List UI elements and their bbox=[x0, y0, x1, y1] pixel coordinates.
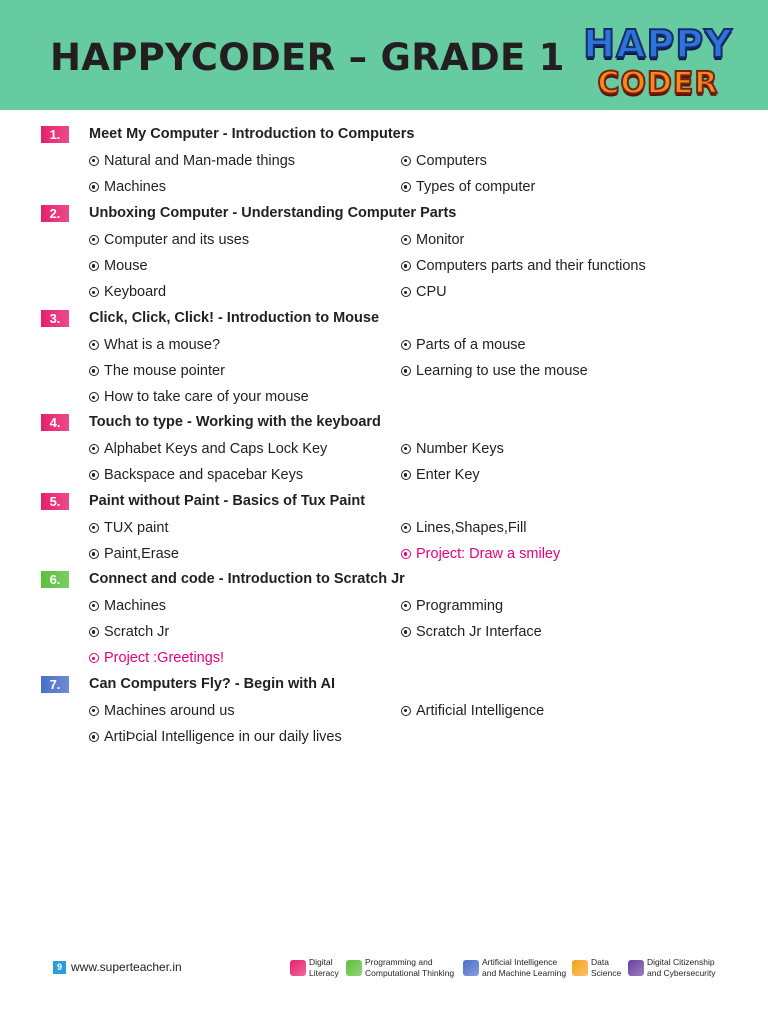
footer-url: www.superteacher.in bbox=[71, 960, 182, 974]
topic-text: Keyboard bbox=[104, 284, 167, 301]
section-title: Click, Click, Click! - Introduction to Mouse bbox=[89, 310, 380, 326]
section-title: Unboxing Computer - Understanding Computer Parts bbox=[89, 205, 457, 221]
topic-text: Programming bbox=[416, 598, 504, 614]
section-number-badge: 2. bbox=[41, 205, 69, 222]
legend-label: Programming and Computational Thinking bbox=[365, 957, 455, 978]
bullet-icon bbox=[89, 470, 99, 480]
topic-item bbox=[401, 597, 503, 615]
section-number-badge: 3. bbox=[41, 310, 69, 327]
section-number-badge: 5. bbox=[41, 493, 69, 510]
topic-item bbox=[89, 231, 249, 249]
bullet-icon bbox=[89, 287, 99, 297]
section-title: Connect and code - Introduction to Scratch Jr bbox=[89, 571, 405, 587]
bullet-icon bbox=[89, 261, 99, 271]
topic-item bbox=[89, 388, 309, 406]
topic-item bbox=[89, 440, 327, 458]
topic-row bbox=[0, 519, 768, 539]
topic-text: What is a mouse? bbox=[104, 337, 221, 353]
logo-line-1: HAPPY bbox=[583, 22, 733, 66]
topic-text: Machines bbox=[104, 598, 167, 614]
topic-item bbox=[89, 152, 295, 170]
topic-item bbox=[89, 597, 166, 615]
page-number: 9 bbox=[53, 961, 66, 974]
legend-label: Digital Literacy bbox=[309, 957, 339, 978]
topic-text: Computers parts and their functions bbox=[416, 258, 646, 275]
topic-item bbox=[89, 623, 169, 641]
section-number-badge: 4. bbox=[41, 414, 69, 431]
bullet-icon bbox=[89, 235, 99, 245]
topic-item bbox=[401, 152, 487, 170]
legend-label: Data Science bbox=[591, 957, 622, 978]
topic-text: Alphabet Keys and Caps Lock Key bbox=[104, 441, 328, 457]
topic-text: Natural and Man-made things bbox=[104, 153, 296, 169]
topic-row bbox=[0, 702, 768, 722]
section-title: Touch to type - Working with the keyboard bbox=[89, 414, 381, 430]
section-title: Meet My Computer - Introduction to Computers bbox=[89, 126, 415, 142]
topic-text: Paint,Erase bbox=[104, 546, 179, 563]
topic-item bbox=[401, 440, 504, 458]
topic-row bbox=[0, 545, 768, 565]
topic-item bbox=[401, 623, 542, 641]
topic-text: Lines,Shapes,Fill bbox=[416, 520, 527, 536]
topic-item bbox=[401, 519, 526, 537]
topic-item bbox=[401, 231, 464, 249]
bullet-icon bbox=[401, 156, 411, 166]
topic-row bbox=[0, 178, 768, 198]
topic-item bbox=[401, 466, 480, 484]
bullet-icon bbox=[401, 549, 411, 559]
topic-row bbox=[0, 466, 768, 486]
bullet-icon bbox=[89, 340, 99, 350]
bullet-icon bbox=[89, 549, 99, 559]
topic-text: Computers bbox=[416, 153, 487, 169]
bullet-icon bbox=[401, 340, 411, 350]
topic-text: Monitor bbox=[416, 232, 465, 248]
bullet-icon bbox=[401, 261, 411, 271]
legend-swatch bbox=[290, 960, 306, 976]
topic-row bbox=[0, 728, 768, 748]
topic-row bbox=[0, 649, 768, 669]
topic-text: Project: Draw a smiley bbox=[416, 546, 561, 563]
bullet-icon bbox=[401, 182, 411, 192]
topic-text: Scratch Jr bbox=[104, 624, 170, 641]
topic-item bbox=[401, 702, 544, 720]
topic-text: CPU bbox=[416, 284, 447, 301]
topic-text: Computer and its uses bbox=[104, 232, 250, 248]
bullet-icon bbox=[89, 366, 99, 376]
topic-text: Artificial Intelligence bbox=[416, 703, 545, 719]
topic-row bbox=[0, 336, 768, 356]
bullet-icon bbox=[401, 366, 411, 376]
legend-label: Artificial Intelligence and Machine Learning bbox=[482, 957, 567, 978]
bullet-icon bbox=[401, 627, 411, 637]
bullet-icon bbox=[401, 601, 411, 611]
topic-item bbox=[401, 336, 526, 354]
bullet-icon bbox=[89, 392, 99, 402]
topic-item bbox=[89, 283, 166, 301]
bullet-icon bbox=[401, 706, 411, 716]
topic-text: Project :Greetings! bbox=[104, 650, 225, 667]
section-number-badge: 6. bbox=[41, 571, 69, 588]
topic-row bbox=[0, 597, 768, 617]
topic-text: Types of computer bbox=[416, 179, 536, 196]
topic-row bbox=[0, 362, 768, 382]
topic-text: The mouse pointer bbox=[104, 363, 225, 380]
section-title: Can Computers Fly? - Begin with AI bbox=[89, 676, 335, 692]
topic-item bbox=[401, 362, 588, 380]
topic-text: Learning to use the mouse bbox=[416, 363, 588, 380]
bullet-icon bbox=[89, 601, 99, 611]
topic-text: TUX paint bbox=[104, 520, 169, 536]
bullet-icon bbox=[89, 732, 99, 742]
topic-text: Parts of a mouse bbox=[416, 337, 526, 353]
bullet-icon bbox=[401, 470, 411, 480]
topic-item bbox=[401, 178, 535, 196]
page-header bbox=[0, 0, 768, 110]
logo-line-2: CODER bbox=[597, 66, 719, 101]
topic-item bbox=[89, 728, 342, 746]
topic-item bbox=[89, 336, 220, 354]
legend-swatch bbox=[346, 960, 362, 976]
bullet-icon bbox=[401, 523, 411, 533]
happycoder-logo bbox=[583, 22, 733, 104]
topic-item bbox=[89, 545, 179, 563]
bullet-icon bbox=[89, 627, 99, 637]
legend-swatch bbox=[628, 960, 644, 976]
topic-row bbox=[0, 388, 768, 408]
bullet-icon bbox=[89, 156, 99, 166]
topic-text: ArtiÞcial Intelligence in our daily lives bbox=[104, 729, 342, 746]
topic-text: Backspace and spacebar Keys bbox=[104, 467, 304, 484]
legend-label: Digital Citizenship and Cybersecurity bbox=[647, 957, 716, 978]
topic-item bbox=[401, 257, 646, 275]
topic-item bbox=[89, 702, 235, 720]
topic-text: Machines bbox=[104, 179, 167, 196]
legend-swatch bbox=[463, 960, 479, 976]
project-item bbox=[89, 649, 224, 667]
section-number-badge: 1. bbox=[41, 126, 69, 143]
topic-item bbox=[89, 519, 168, 537]
topic-text: Scratch Jr Interface bbox=[416, 624, 542, 641]
topic-item bbox=[401, 283, 447, 301]
bullet-icon bbox=[89, 444, 99, 454]
topic-text: Mouse bbox=[104, 258, 148, 275]
project-item bbox=[401, 545, 560, 563]
bullet-icon bbox=[89, 706, 99, 716]
bullet-icon bbox=[401, 444, 411, 454]
bullet-icon bbox=[89, 182, 99, 192]
topic-text: Enter Key bbox=[416, 467, 480, 484]
topic-row bbox=[0, 231, 768, 251]
bullet-icon bbox=[401, 235, 411, 245]
topic-row bbox=[0, 283, 768, 303]
topic-text: How to take care of your mouse bbox=[104, 389, 309, 406]
bullet-icon bbox=[89, 653, 99, 663]
section-number-badge: 7. bbox=[41, 676, 69, 693]
topic-row bbox=[0, 440, 768, 460]
topic-row bbox=[0, 152, 768, 172]
page-title: HAPPYCODER – GRADE 1 bbox=[50, 36, 565, 79]
bullet-icon bbox=[89, 523, 99, 533]
topic-item bbox=[89, 257, 148, 275]
topic-item bbox=[89, 362, 225, 380]
topic-row bbox=[0, 623, 768, 643]
topic-row bbox=[0, 257, 768, 277]
topic-item bbox=[89, 178, 166, 196]
topic-text: Number Keys bbox=[416, 441, 504, 457]
section-title: Paint without Paint - Basics of Tux Paint bbox=[89, 493, 366, 509]
bullet-icon bbox=[401, 287, 411, 297]
topic-item bbox=[89, 466, 303, 484]
legend-swatch bbox=[572, 960, 588, 976]
topic-text: Machines around us bbox=[104, 703, 235, 719]
